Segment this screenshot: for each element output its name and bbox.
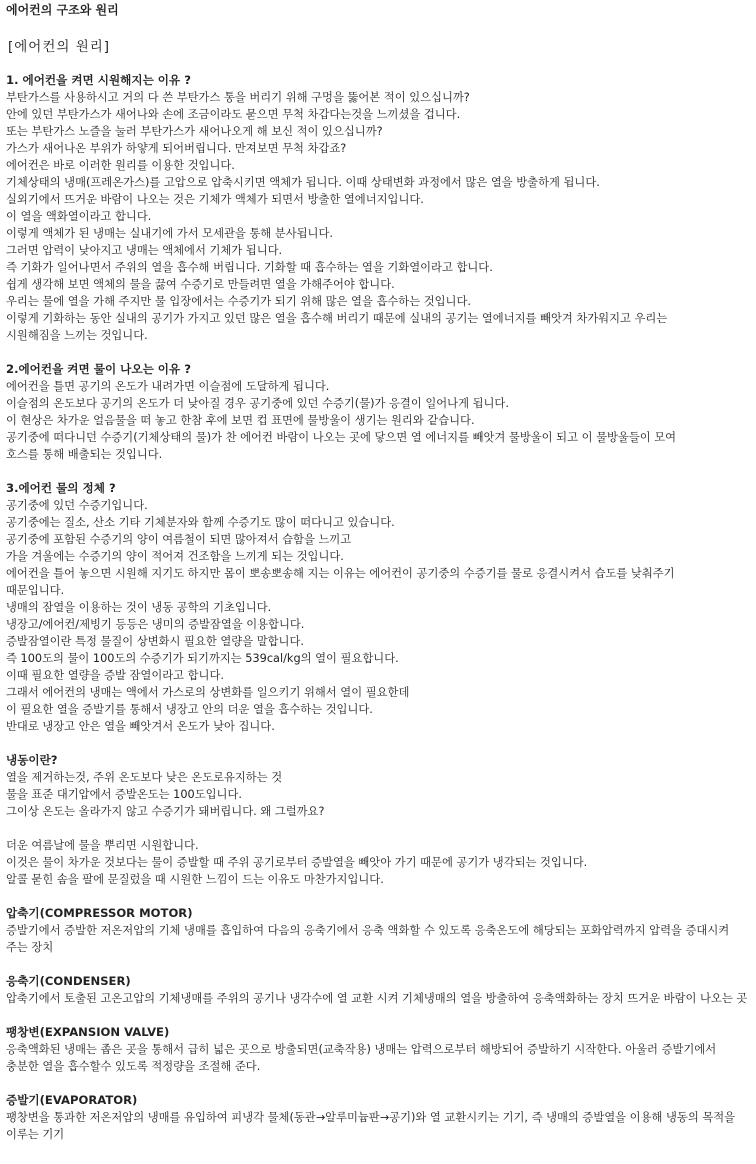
text-line: 그러면 압력이 낮아지고 냉매는 액체에서 기체가 됩니다. xyxy=(6,244,283,257)
section-heading: 2.에어컨을 켜면 물이 나오는 이유 ? xyxy=(6,362,191,376)
text-line: 에어컨을 틀면 공기의 온도가 내려가면 이슬점에 도달하게 됩니다. xyxy=(6,380,330,393)
text-line: 공기중에 포함된 수증기의 양이 여름철이 되면 많아져서 습함을 느끼고 xyxy=(6,533,352,546)
text-line: 부탄가스를 사용하시고 거의 다 쓴 부탄가스 통을 버리기 위해 구멍을 뚫어본 적이 있으십니까? xyxy=(6,91,470,104)
text-line: 냉장고/에어컨/제빙기 등등은 냉미의 증발잠열을 이용합니다. xyxy=(6,618,305,631)
section-cooling-reason xyxy=(6,72,750,344)
section-heading: 압축기(COMPRESSOR MOTOR) xyxy=(6,906,193,920)
section-compressor xyxy=(6,905,750,956)
text-line: 에어컨을 틀어 놓으면 시원해 지기도 하지만 몸이 뽀송뽀송해 지는 이유는 에어컨이 공기중의 수증기를 물로 응결시켜서 습도를 낮춰주기 xyxy=(6,567,675,580)
section-heading: 응축기(CONDENSER) xyxy=(6,974,131,988)
text-paragraph: 응축액화된 냉매는 좁은 곳을 통해서 급히 넓은 곳으로 방출되면(교축작용) 냉매는 압력으로부터 해방되어 증발하기 시작한다. 아울러 증발기에서 충분한 열을 흡수할수 있도록 적정량을 조절해 준다. xyxy=(6,1043,717,1073)
text-line: 안에 있던 부탄가스가 새어나와 손에 조금이라도 묻으면 무척 차갑다는것을 느끼셨을 겁니다. xyxy=(6,108,461,121)
text-line: 쉽게 생각해 보면 액체의 물을 끓여 수증기로 만들려면 열을 가해주어야 합니다. xyxy=(6,278,395,291)
text-line: 이것은 물이 차가운 것보다는 물이 증발할 때 주위 공기로부터 증발열을 빼앗아 가기 때문에 공기가 냉각되는 것입니다. xyxy=(6,856,588,869)
document-body xyxy=(6,72,750,1160)
text-line: 이 열을 액화열이라고 합니다. xyxy=(6,210,152,223)
text-line: 또는 부탄가스 노즐을 눌러 부탄가스가 새어나오게 해 보신 적이 있으십니까? xyxy=(6,125,383,138)
text-line: 기체상태의 냉매(프레온가스)를 고압으로 압축시키면 액체가 됩니다. 이때 상태변화 과정에서 많은 열을 방출하게 됩니다. xyxy=(6,176,600,189)
section-heading: 증발기(EVAPORATOR) xyxy=(6,1093,138,1107)
section-heading: 3.에어컨 물의 정체 ? xyxy=(6,481,116,495)
text-line: 냉매의 잠열을 이용하는 것이 냉동 공학의 기초입니다. xyxy=(6,601,272,614)
text-line: 공기중에 있던 수증기입니다. xyxy=(6,499,148,512)
text-line: 이 필요한 열을 증발기를 통해서 냉장고 안의 더운 열을 흡수하는 것입니다. xyxy=(6,703,373,716)
text-line: 더운 여름날에 물을 뿌리면 시원합니다. xyxy=(6,839,199,852)
text-line: 실외기에서 뜨거운 바람이 나오는 것은 기체가 액체가 되면서 방출한 열에너지입니다. xyxy=(6,193,424,206)
section-refrigeration xyxy=(6,752,750,888)
text-line: 시원해짐을 느끼는 것입니다. xyxy=(6,329,148,342)
section-water-reason xyxy=(6,361,750,463)
section-subtitle: [에어컨의 원리] xyxy=(8,39,111,55)
text-line: 이 현상은 차가운 얼음물을 떠 놓고 한참 후에 보면 컵 표면에 물방울이 생기는 원리와 같습니다. xyxy=(6,414,475,427)
text-line: 그이상 온도는 올라가지 않고 수증기가 돼버립니다. 왜 그럴까요? xyxy=(6,805,325,818)
section-heading: 냉동이란? xyxy=(6,753,58,767)
text-line: 그래서 에어컨의 냉매는 액에서 가스로의 상변화를 일으키기 위해서 열이 필요한데 xyxy=(6,686,410,699)
text-paragraph: 팽창변을 통과한 저온저압의 냉매를 유입하여 피냉각 물체(동관→알루미늄판→공기)와 열 교환시키는 기기, 즉 냉매의 증발열을 이용해 냉동의 목적을 이루는 기기 xyxy=(6,1111,736,1141)
section-heading: 1. 에어컨을 켜면 시원해지는 이유 ? xyxy=(6,73,191,87)
text-line: 때문입니다. xyxy=(6,584,65,597)
section-expansion-valve xyxy=(6,1024,750,1075)
blank-line xyxy=(6,820,750,837)
text-line: 가을 겨울에는 수증기의 양이 적어져 건조함을 느끼게 되는 것입니다. xyxy=(6,550,344,563)
text-line: 이렇게 액체가 된 냉매는 실내기에 가서 모세관을 통해 분사됩니다. xyxy=(6,227,333,240)
text-paragraph: 증발기에서 증발한 저온저압의 기체 냉매를 흡입하여 다음의 응축기에서 응축 액화할 수 있도록 응축온도에 해당되는 포화압력까지 압력을 증대시켜 주는 장치 xyxy=(6,924,730,954)
text-line: 에어컨은 바로 이러한 원리를 이용한 것입니다. xyxy=(6,159,235,172)
section-water-identity xyxy=(6,480,750,735)
text-line: 호스를 통해 배출되는 것입니다. xyxy=(6,448,163,461)
text-line: 이슬점의 온도보다 공기의 온도가 더 낮아질 경우 공기중에 있던 수증기(물)가 응결이 일어나게 됩니다. xyxy=(6,397,509,410)
text-line: 이렇게 기화하는 동안 실내의 공기가 가지고 있던 많은 열을 흡수해 버리기 때문에 실내의 공기는 열에너지를 빼앗겨 차가워지고 우리는 xyxy=(6,312,668,325)
text-line: 이때 필요한 열량을 증발 잠열이라고 합니다. xyxy=(6,669,224,682)
text-line: 가스가 새어나온 부위가 하얗게 되어버립니다. 만져보면 무척 차갑죠? xyxy=(6,142,347,155)
text-line: 증발잠열이란 특정 물질이 상변화시 필요한 열량을 말합니다. xyxy=(6,635,304,648)
text-line: 열을 제거하는것, 주위 온도보다 낮은 온도로유지하는 것 xyxy=(6,771,283,784)
section-condenser xyxy=(6,973,750,1007)
text-line: 공기중에는 질소, 산소 기타 기체분자와 함께 수증기도 많이 떠다니고 있습니다. xyxy=(6,516,395,529)
text-line: 우리는 물에 열을 가해 주지만 물 입장에서는 수증기가 되기 위해 많은 열을 흡수하는 것입니다. xyxy=(6,295,471,308)
text-line: 물을 표준 대기압에서 증발온도는 100도입니다. xyxy=(6,788,242,801)
page-title: 에어컨의 구조와 원리 xyxy=(6,3,119,17)
text-line: 알콜 묻힌 솜을 팔에 문질렀을 때 시원한 느낌이 드는 이유도 마찬가지입니다. xyxy=(6,873,384,886)
text-line: 즉 기화가 일어나면서 주위의 열을 흡수해 버립니다. 기화할 때 흡수하는 열을 기화열이라고 합니다. xyxy=(6,261,493,274)
text-line: 공기중에 떠다니던 수증기(기체상태의 물)가 찬 에어컨 바람이 나오는 곳에 닿으면 열 에너지를 빼앗겨 물방울이 되고 이 물방울들이 모여 xyxy=(6,431,677,444)
section-evaporator xyxy=(6,1092,750,1143)
section-heading: 팽창변(EXPANSION VALVE) xyxy=(6,1025,170,1039)
text-line: 즉 100도의 물이 100도의 수증기가 되기까지는 539cal/kg의 열이 필요합니다. xyxy=(6,652,399,665)
text-paragraph: 압축기에서 토출된 고온고압의 기체냉매를 주위의 공기나 냉각수에 열 교환 시켜 기체냉매의 열을 방출하여 응축액화하는 장치 뜨거운 바람이 나오는 곳 xyxy=(6,992,748,1005)
text-line: 반대로 냉장고 안은 열을 빼앗겨서 온도가 낮아 집니다. xyxy=(6,720,275,733)
